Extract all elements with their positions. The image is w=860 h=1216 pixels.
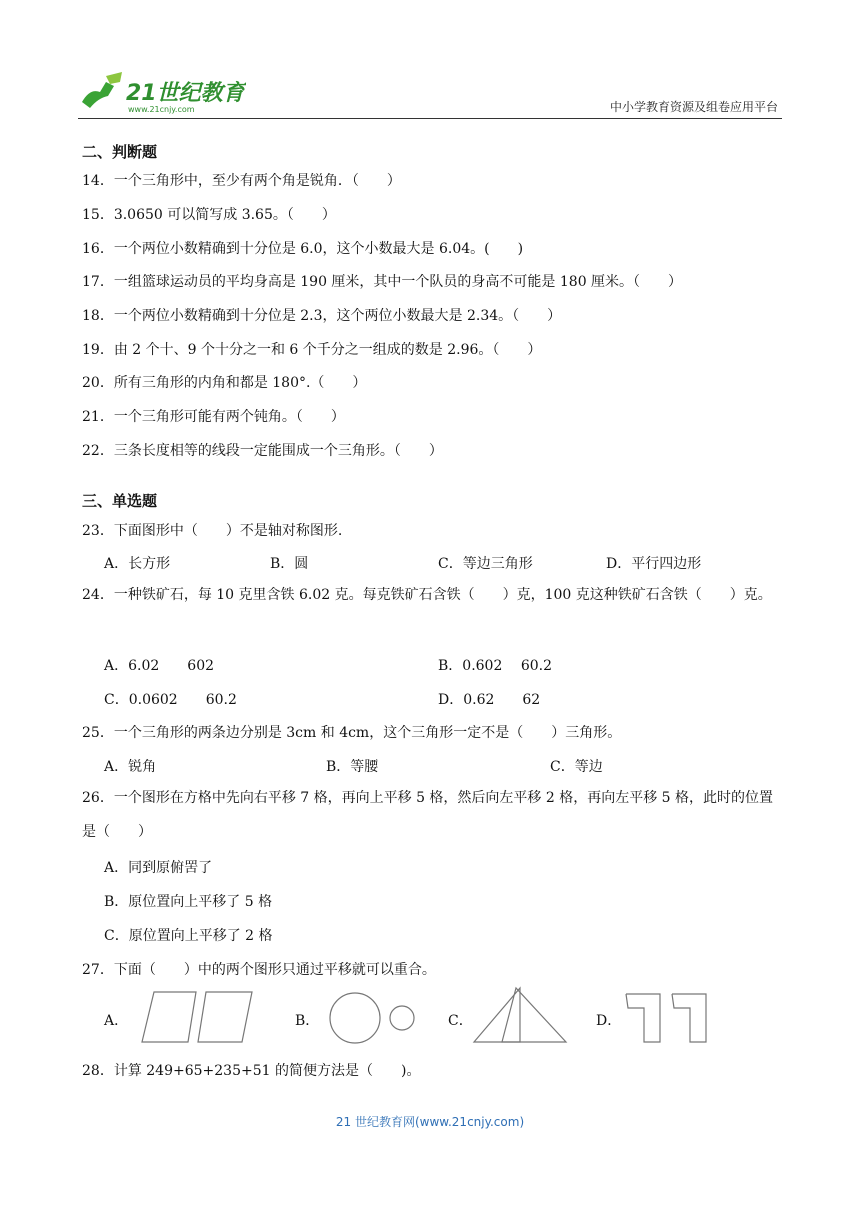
question-16: 16．一个两位小数精确到十分位是 6.0，这个小数最大是 6.04。( ) xyxy=(82,241,524,257)
question-26: 26．一个图形在方格中先向右平移 7 格，再向上平移 5 格，然后向左平移 2 格，再向左平移 5 格，此时的位置是（ ） xyxy=(82,790,774,840)
option-24-b: B．0.602 60.2 xyxy=(438,658,552,674)
option-23-c: C．等边三角形 xyxy=(438,556,533,572)
triangles-figure xyxy=(472,986,568,1046)
page-footer[interactable]: 21 世纪教育网(www.21cnjy.com) xyxy=(335,1115,525,1129)
option-24-a: A．6.02 602 xyxy=(104,658,215,674)
option-25-b: B．等腰 xyxy=(326,759,379,775)
option-23-b: B．圆 xyxy=(270,556,309,572)
question-28: 28．计算 249+65+235+51 的简便方法是（ )。 xyxy=(82,1063,421,1079)
question-27: 27．下面（ ）中的两个图形只通过平移就可以重合。 xyxy=(82,962,436,978)
question-25: 25．一个三角形的两条边分别是 3cm 和 4cm，这个三角形一定不是（ ）三角形。 xyxy=(82,725,622,741)
option-23-d: D．平行四边形 xyxy=(606,556,702,572)
question-19: 19．由 2 个十、9 个十分之一和 6 个千分之一组成的数是 2.96。（ ） xyxy=(82,342,542,358)
option-26-c: C．原位置向上平移了 2 格 xyxy=(104,928,273,944)
option-23-a: A．长方形 xyxy=(104,556,171,572)
site-logo xyxy=(76,68,246,116)
option-27-d: D． xyxy=(596,1013,622,1029)
svg-text:www.21cnjy.com: www.21cnjy.com xyxy=(128,105,195,114)
section-title-judgement: 二、判断题 xyxy=(82,143,158,161)
option-25-a: A．锐角 xyxy=(104,759,157,775)
question-22: 22．三条长度相等的线段一定能围成一个三角形。（ ） xyxy=(82,443,443,459)
option-24-c: C．0.0602 60.2 xyxy=(104,692,237,708)
question-18: 18．一个两位小数精确到十分位是 2.3，这个两位小数最大是 2.34。（ ） xyxy=(82,308,562,324)
option-25-c: C．等边 xyxy=(550,759,603,775)
option-24-d: D．0.62 62 xyxy=(438,692,541,708)
option-27-a: A． xyxy=(104,1013,129,1029)
header-divider xyxy=(78,118,782,119)
question-14: 14．一个三角形中，至少有两个角是锐角．（ ） xyxy=(82,173,401,189)
question-24: 24．一种铁矿石，每 10 克里含铁 6.02 克。每克铁矿石含铁（ ）克，100 克这种铁矿石含铁（ ）克。 xyxy=(82,587,772,603)
option-26-b: B．原位置向上平移了 5 格 xyxy=(104,894,273,910)
platform-name: 中小学教育资源及组卷应用平台 xyxy=(609,100,778,114)
option-27-b: B． xyxy=(295,1013,320,1029)
question-23: 23．下面图形中（ ）不是轴对称图形. xyxy=(82,523,343,539)
question-15: 15．3.0650 可以简写成 3.65。（ ） xyxy=(82,207,336,223)
bracket-shapes-figure xyxy=(624,990,714,1046)
question-20: 20．所有三角形的内角和都是 180°.（ ） xyxy=(82,375,367,391)
question-17: 17．一组篮球运动员的平均身高是 190 厘米，其中一个队员的身高不可能是 180 厘米。（ ） xyxy=(82,274,683,290)
parallelogram-pair-figure xyxy=(140,990,255,1046)
question-21: 21．一个三角形可能有两个钝角。（ ） xyxy=(82,409,345,425)
svg-text:21世纪教育: 21世纪教育 xyxy=(126,81,245,106)
option-27-c: C． xyxy=(448,1013,473,1029)
section-title-single-choice: 三、单选题 xyxy=(82,492,158,510)
circles-figure xyxy=(328,990,420,1046)
option-26-a: A．同到原俯罟了 xyxy=(104,860,213,876)
